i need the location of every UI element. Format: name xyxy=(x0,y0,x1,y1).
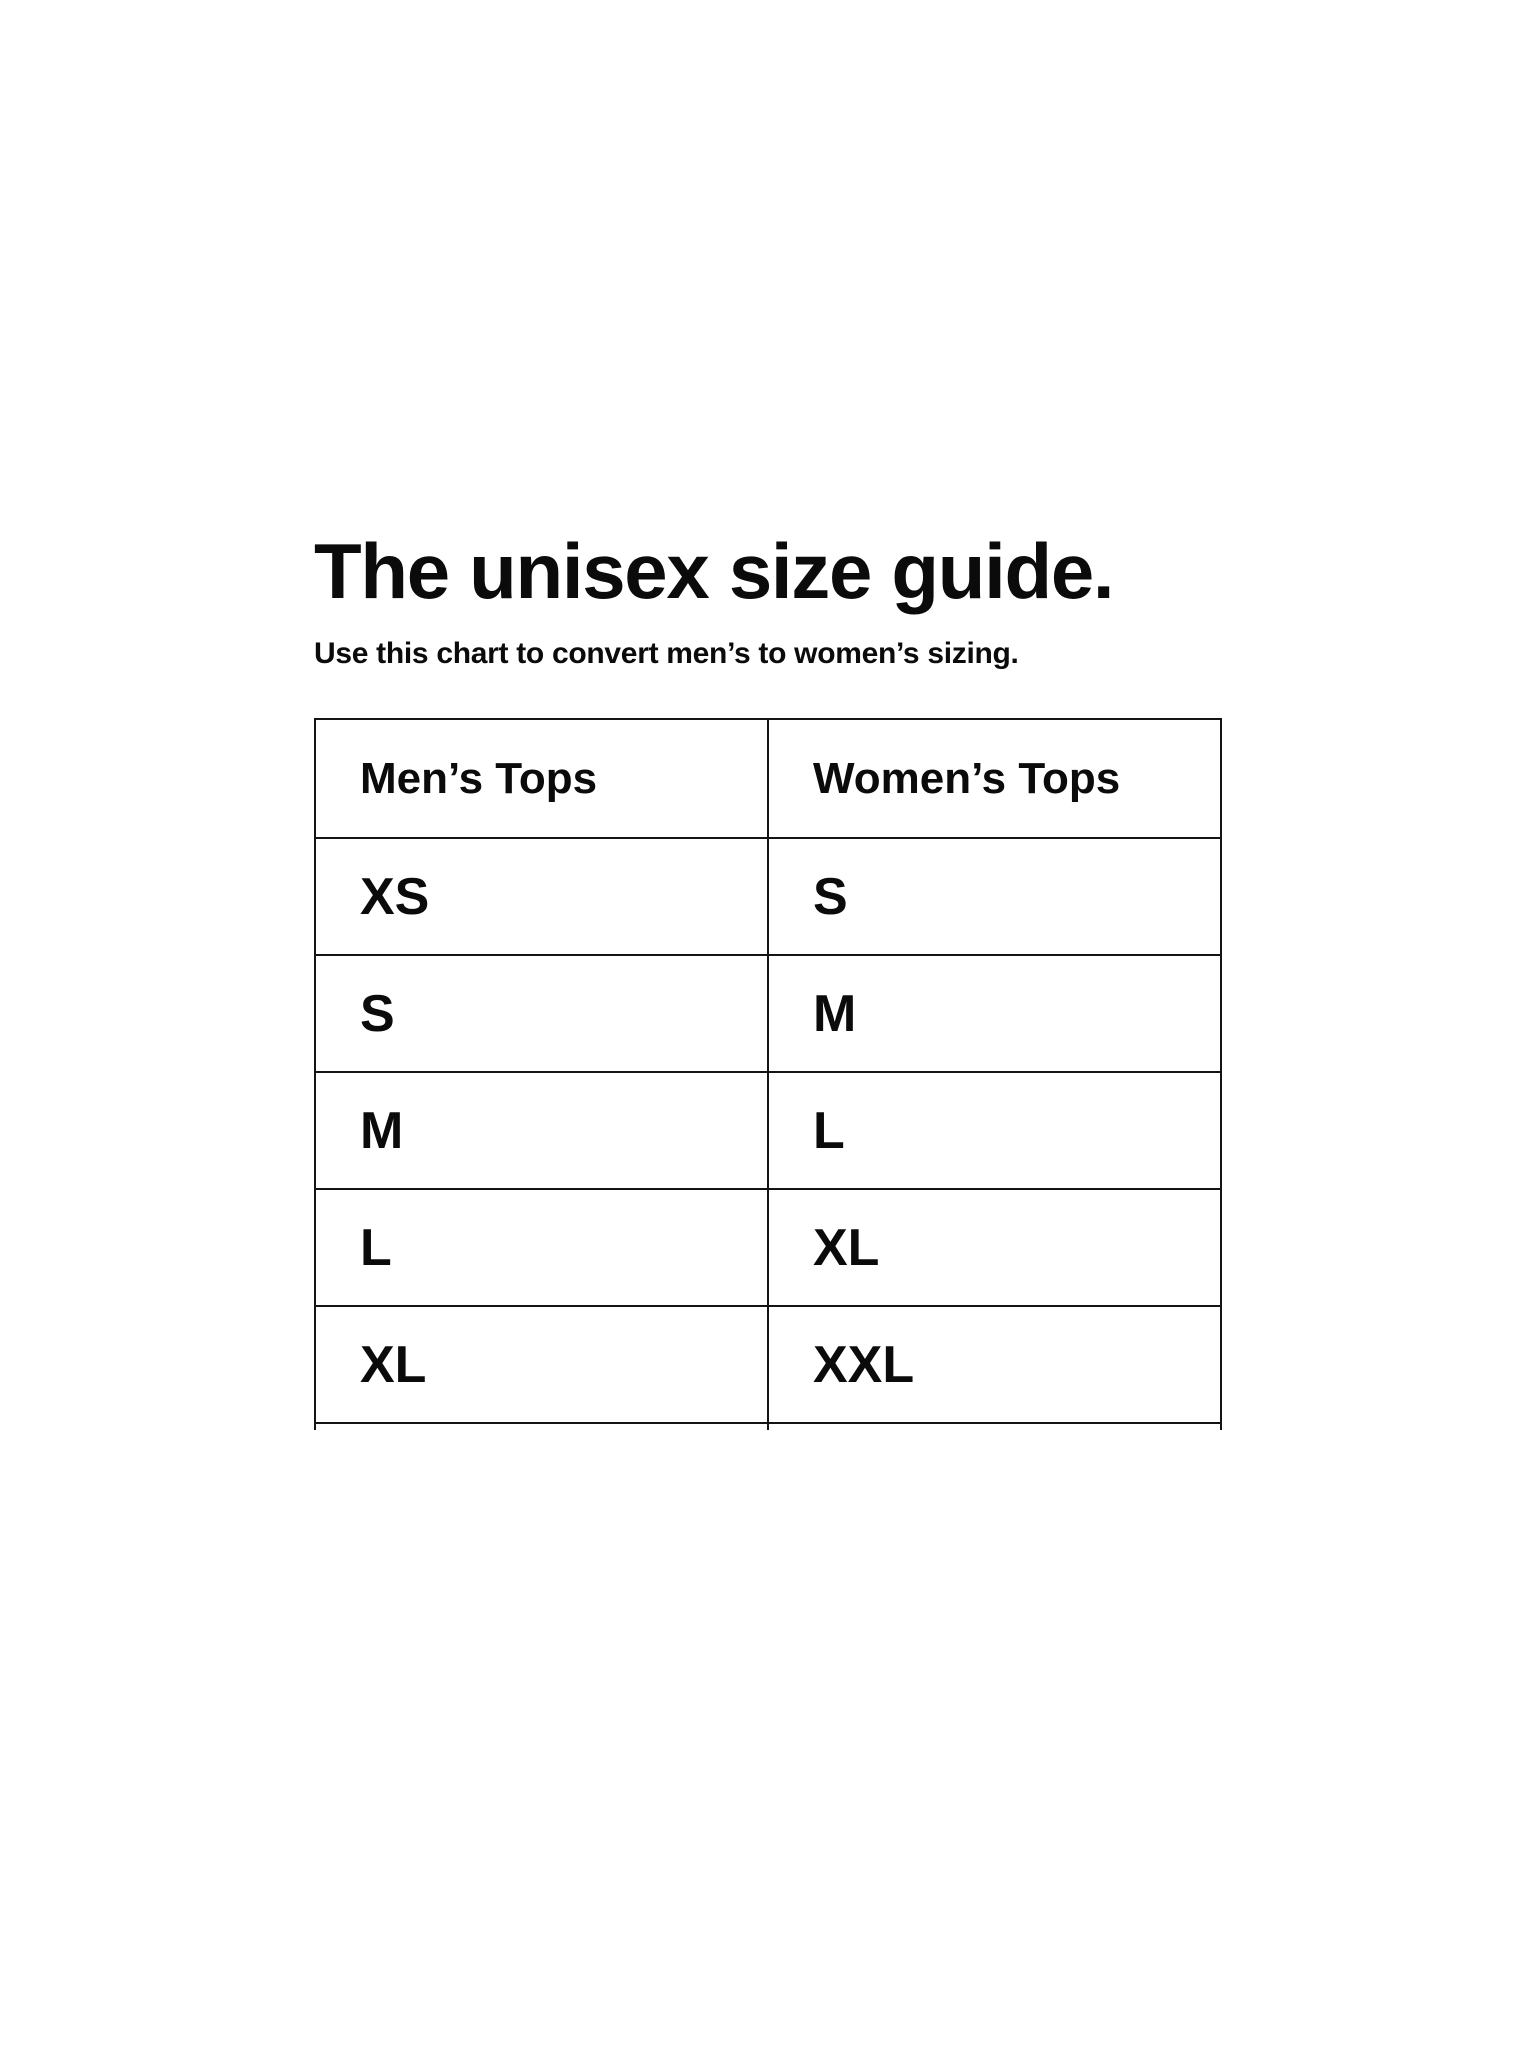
size-guide-table xyxy=(314,718,1222,1430)
size-table-container xyxy=(314,718,1222,1430)
column-header-womens-tops: Women’s Tops xyxy=(768,719,1221,838)
column-header-mens-tops: Men’s Tops xyxy=(315,719,768,838)
page-subtitle: Use this chart to convert men’s to women’s sizing. xyxy=(314,637,1019,670)
table-row xyxy=(315,955,1221,1072)
table-cell-mens-size: XL xyxy=(315,1306,768,1423)
table-cell-empty xyxy=(315,1423,768,1430)
table-cell-womens-size: S xyxy=(768,838,1221,955)
table-cell-mens-size: XS xyxy=(315,838,768,955)
table-row xyxy=(315,1072,1221,1189)
table-row xyxy=(315,1189,1221,1306)
table-row xyxy=(315,1306,1221,1423)
table-cell-mens-size: L xyxy=(315,1189,768,1306)
table-cell-mens-size: S xyxy=(315,955,768,1072)
table-header-row xyxy=(315,719,1221,838)
table-cell-womens-size: XL xyxy=(768,1189,1221,1306)
table-cell-womens-size: L xyxy=(768,1072,1221,1189)
table-row xyxy=(315,838,1221,955)
size-guide-section xyxy=(314,527,1222,1430)
page-title: The unisex size guide. xyxy=(314,527,1114,615)
table-row-clipped xyxy=(315,1423,1221,1430)
table-cell-womens-size: M xyxy=(768,955,1221,1072)
table-cell-empty xyxy=(768,1423,1221,1430)
table-cell-mens-size: M xyxy=(315,1072,768,1189)
table-cell-womens-size: XXL xyxy=(768,1306,1221,1423)
